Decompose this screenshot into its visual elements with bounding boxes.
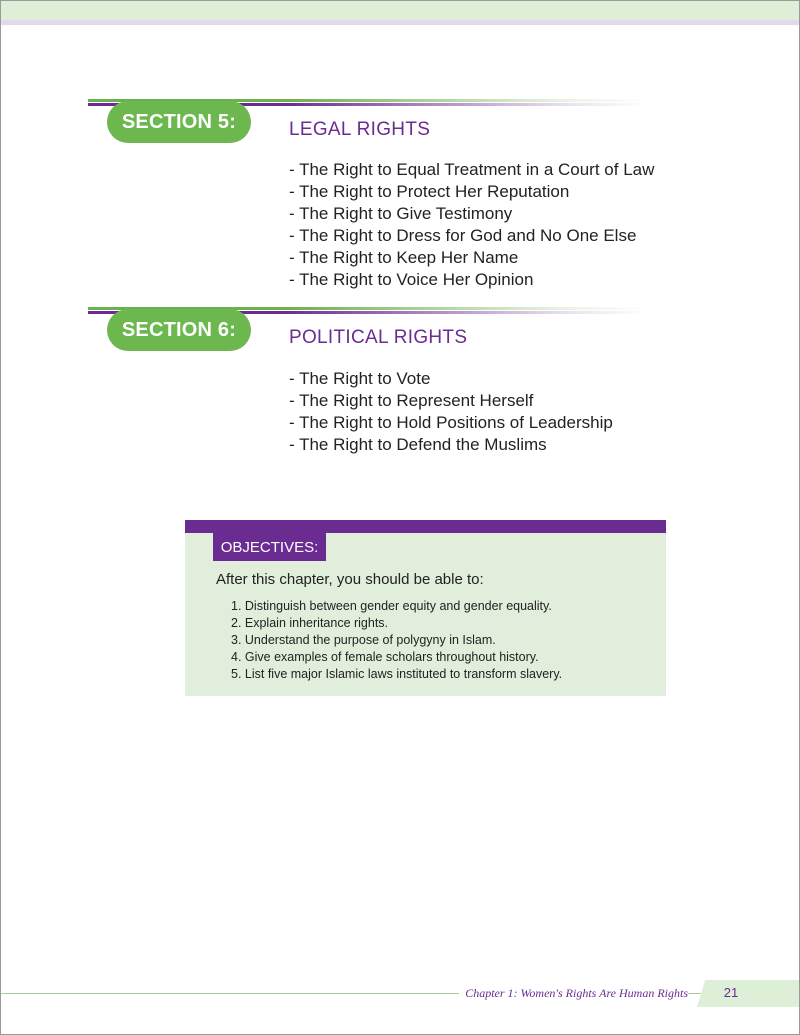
list-item: 5. List five major Islamic laws instituted to transform slavery. xyxy=(231,667,563,681)
section-6-title: POLITICAL RIGHTS xyxy=(289,327,468,348)
section-5-badge: SECTION 5: xyxy=(107,101,251,143)
list-item: - The Right to Vote xyxy=(289,369,431,388)
list-item: - The Right to Equal Treatment in a Court of Law xyxy=(289,160,655,179)
objectives-top-bar xyxy=(185,520,666,533)
objectives-intro: After this chapter, you should be able to: xyxy=(216,571,484,588)
objectives-list xyxy=(231,598,562,683)
list-item: - The Right to Protect Her Reputation xyxy=(289,182,570,201)
section-5-list xyxy=(289,159,654,291)
list-item: 2. Explain inheritance rights. xyxy=(231,616,389,630)
list-item: - The Right to Hold Positions of Leadership xyxy=(289,413,613,432)
list-item: - The Right to Keep Her Name xyxy=(289,248,519,267)
list-item: - The Right to Dress for God and No One Else xyxy=(289,226,637,245)
page-number-tab xyxy=(697,980,799,1007)
page-number: 21 xyxy=(723,985,739,1000)
section-6-badge: SECTION 6: xyxy=(107,309,251,351)
objectives-heading: OBJECTIVES: xyxy=(213,533,326,561)
list-item: 3. Understand the purpose of polygyny in Islam. xyxy=(231,633,496,647)
list-item: - The Right to Voice Her Opinion xyxy=(289,270,534,289)
list-item: - The Right to Represent Herself xyxy=(289,391,534,410)
list-item: 4. Give examples of female scholars throughout history. xyxy=(231,650,539,664)
footer-chapter-title: Chapter 1: Women's Rights Are Human Rights xyxy=(459,986,688,1001)
list-item: - The Right to Defend the Muslims xyxy=(289,435,547,454)
header-band xyxy=(1,1,799,20)
objectives-box xyxy=(185,520,666,696)
section-5-title: LEGAL RIGHTS xyxy=(289,119,431,140)
list-item: - The Right to Give Testimony xyxy=(289,204,513,223)
section-6-list xyxy=(289,368,613,456)
list-item: 1. Distinguish between gender equity and gender equality. xyxy=(231,599,552,613)
header-band-stripe xyxy=(1,20,799,25)
